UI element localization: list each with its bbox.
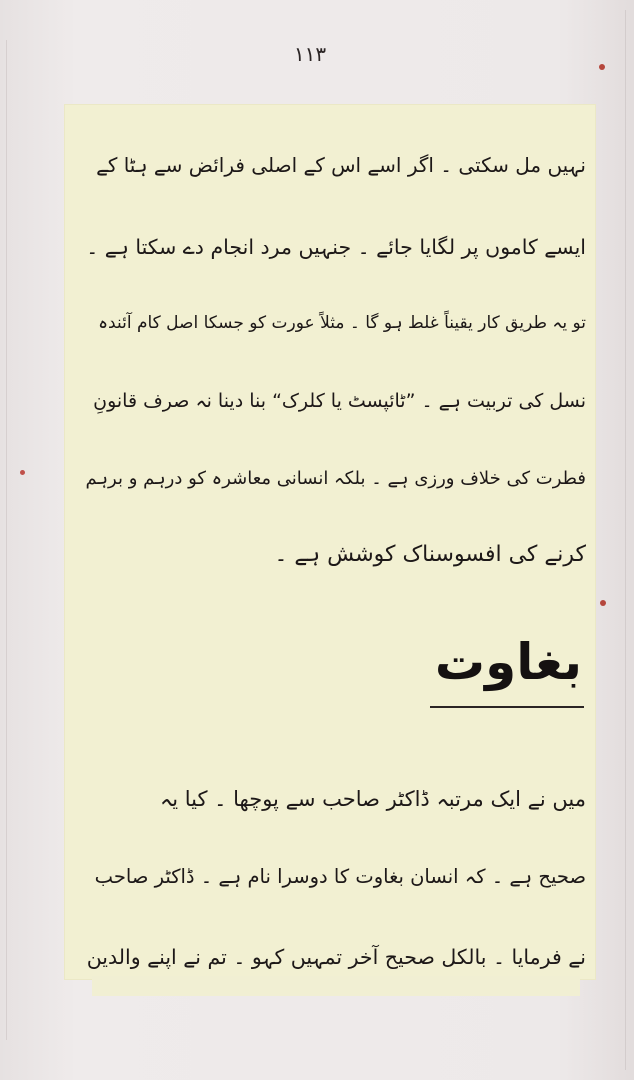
paragraph-1-line-5: فطرت کی خلاف ورزی ہے ۔ بلکہ انسانی معاشرہ کو درہم و برہم (85, 468, 586, 489)
paragraph-1-line-4: نسل کی تربیت ہے ۔ ”ٹائپسٹ یا کلرک“ بنا دینا نہ صرف قانونِ (93, 390, 586, 412)
paragraph-2-line-3: نے فرمایا ۔ بالکل صحیح آخر تمہیں کہو ۔ تم نے اپنے والدین (86, 945, 586, 969)
paragraph-1-line-2: ایسے کاموں پر لگایا جائے ۔ جنہیں مرد انجام دے سکتا ہے ۔ (86, 235, 586, 259)
page-edge-right (625, 10, 626, 1070)
paragraph-2-line-1: میں نے ایک مرتبہ ڈاکٹر صاحب سے پوچھا ۔ کیا یہ (159, 787, 586, 811)
ink-mark (599, 64, 605, 70)
paragraph-1-line-6: کرنے کی افسوسناک کوشش ہے ۔ (274, 542, 586, 567)
page-number: ۱۱۳ (293, 42, 327, 66)
heading-underline (430, 706, 584, 708)
section-heading: بغاوت (434, 633, 582, 691)
page-edge-left (6, 40, 7, 1040)
highlighted-text-area-bottom (92, 976, 580, 996)
paragraph-1-line-1: نہیں مل سکتی ۔ اگر اسے اس کے اصلی فرائض سے ہٹا کے (96, 153, 586, 177)
ink-mark (600, 600, 606, 606)
paragraph-1-line-3: تو یہ طریق کار یقیناً غلط ہو گا ۔ مثلاً عورت کو جسکا اصل کام آئندہ (98, 313, 586, 333)
ink-mark (20, 470, 25, 475)
paragraph-2-line-2: صحیح ہے ۔ کہ انسان بغاوت کا دوسرا نام ہے ۔ ڈاکٹر صاحب (94, 865, 586, 888)
